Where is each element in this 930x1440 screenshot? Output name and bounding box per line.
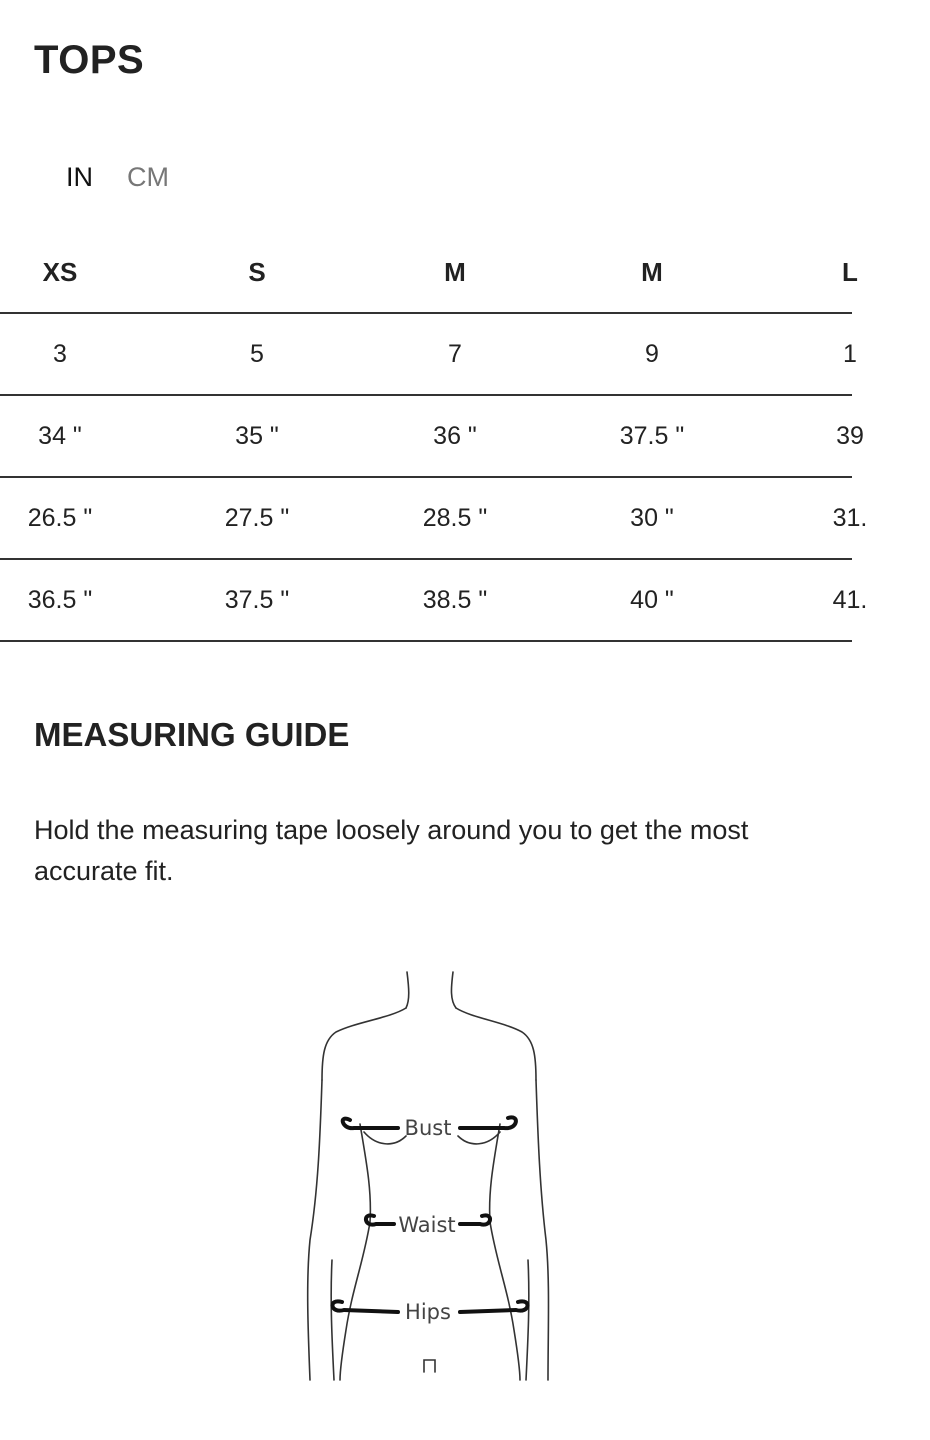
table-cell: 36 " xyxy=(433,421,477,450)
bust-curve-right xyxy=(458,1132,500,1144)
right-inner-arm xyxy=(526,1260,529,1380)
bust-label: Bust xyxy=(404,1116,452,1140)
table-cell: 1 xyxy=(843,339,857,368)
header-cell: XS xyxy=(42,256,78,287)
header-cell: L xyxy=(842,256,858,287)
table-cell: 37.5 " xyxy=(619,421,685,450)
hips-tape-right xyxy=(460,1301,528,1312)
header-cell: M xyxy=(641,256,663,287)
header-cell: S xyxy=(248,256,266,287)
table-row xyxy=(0,314,857,396)
table-cell: 39 xyxy=(836,421,864,450)
unit-tab-cm[interactable]: CM xyxy=(127,162,169,192)
right-shoulder-line xyxy=(456,1008,536,1080)
bust-tape-right xyxy=(460,1117,516,1128)
table-row xyxy=(0,478,868,560)
table-cell: 9 xyxy=(645,339,659,368)
table-cell: 3 xyxy=(53,339,67,368)
bust-tape-left xyxy=(343,1119,398,1129)
table-cell: 37.5 " xyxy=(224,585,290,614)
table-cell: 30 " xyxy=(630,503,674,532)
table-cell: 5 xyxy=(250,339,264,368)
table-cell: 26.5 " xyxy=(27,503,93,532)
table-cell: 36.5 " xyxy=(27,585,93,614)
waist-tape-right xyxy=(460,1215,490,1224)
table-cell: 40 " xyxy=(630,585,674,614)
table-cell: 27.5 " xyxy=(224,503,290,532)
bust-curve-left xyxy=(364,1132,406,1144)
table-row xyxy=(0,560,868,642)
table-cell: 34 " xyxy=(38,421,82,450)
left-inner-arm xyxy=(331,1260,334,1380)
body-measurement-figure xyxy=(290,960,570,1380)
right-arm-line xyxy=(536,1080,549,1380)
torso-left-line xyxy=(340,1124,370,1380)
body-outline-illustration xyxy=(290,960,570,1380)
center-mark xyxy=(424,1360,435,1372)
table-header-row xyxy=(0,232,858,314)
torso-right-line xyxy=(490,1124,520,1380)
table-cell: 7 xyxy=(448,339,462,368)
page-title: TOPS xyxy=(34,38,145,82)
unit-tab-in[interactable]: IN xyxy=(66,162,93,192)
waist-label: Waist xyxy=(398,1213,456,1237)
table-cell: 41. xyxy=(832,585,868,614)
left-shoulder-line xyxy=(322,1008,406,1080)
measuring-guide-text: Hold the measuring tape loosely around you to get the most accurate fit. xyxy=(34,815,749,886)
hips-label: Hips xyxy=(405,1300,451,1324)
unit-toggle xyxy=(66,162,169,193)
header-cell: M xyxy=(444,256,466,287)
neck-right-line xyxy=(451,972,456,1008)
left-arm-line xyxy=(308,1080,322,1380)
neck-left-line xyxy=(406,972,409,1008)
size-table xyxy=(0,232,868,642)
table-cell: 31. xyxy=(832,503,868,532)
measuring-guide-title: MEASURING GUIDE xyxy=(34,716,350,753)
hips-tape-left xyxy=(332,1301,398,1312)
table-cell: 38.5 " xyxy=(422,585,488,614)
table-row xyxy=(0,396,864,478)
table-cell: 35 " xyxy=(235,421,279,450)
table-cell: 28.5 " xyxy=(422,503,488,532)
